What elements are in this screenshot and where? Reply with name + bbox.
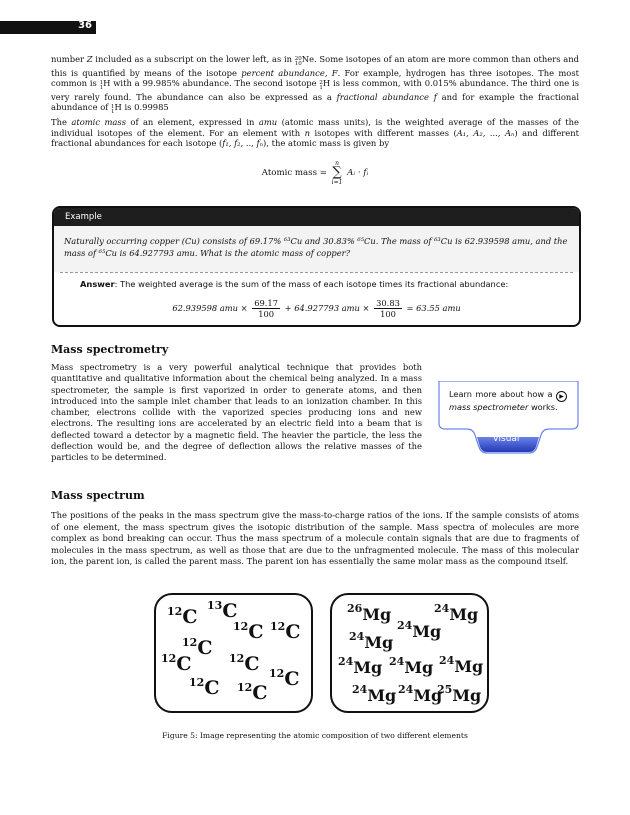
isotope-label: $^{12}$C xyxy=(269,667,300,690)
isotope-label: $^{25}$Mg xyxy=(437,683,482,705)
isotope-label: $^{24}$Mg xyxy=(434,602,479,624)
isotope-label: $^{24}$Mg xyxy=(439,654,484,676)
mass-spectrum-heading: Mass spectrum xyxy=(51,489,145,502)
example-box xyxy=(52,206,581,327)
mass-spectrometry-heading: Mass spectrometry xyxy=(51,343,169,356)
example-answer: Answer: The weighted average is the sum of the mass of each isotope times its fractional abundance: xyxy=(80,279,509,289)
magnesium-isotope-panel xyxy=(330,593,489,713)
isotope-label: $^{12}$C xyxy=(270,620,301,643)
intro-paragraph: number Z included as a subscript on the lower left, as in 20 10 Ne. Some isotopes of an atom are more common than others and this is quantified by means of the isotope percent abundance, F. For example, hydrogen has three isotopes. The most common is 1 1 H with a 99.985% abundance. The second isotope 2 1 H is less common, with 0.015% abundance. The third one is very rarely found. The abundance can also be expressed as a fractional abundance f and for example the fractional abundance of 1 1 H is 0.99985 xyxy=(51,54,579,116)
mass-spectrometry-text: Mass spectrometry is a very powerful analytical technique that provides both quantitative and qualitative information about the chemical being analyzed. In a mass spectrometer, the sample is first vaporized in order to generate atoms, and then introduced into the sample inlet chamber that leads to an ionization chamber. In this chamber, electrons collide with the vaporized species producing ions and new electrons. The resulting ions are accelerated by an electric field into a beam that is deflected toward a detector by a magnetic field. The heavier the particle, the less the deflection would be, and the degree of deflection allows the relative masses of the particles to be determined. xyxy=(51,362,422,463)
isotope-label: $^{24}$Mg xyxy=(398,683,443,705)
isotope-label: $^{26}$Mg xyxy=(347,602,392,624)
figure-caption: Figure 5: Image representing the atomic composition of two different elements xyxy=(162,731,468,740)
example-question: Naturally occurring copper (Cu) consists of 69.17% ⁶³Cu and 30.83% ⁶⁵Cu. The mass of ⁶³Cu is 62.939598 amu, and the mass of ⁶⁵Cu is 64.927793 amu. What is the atomic mass of copper? xyxy=(54,226,579,272)
carbon-isotope-panel xyxy=(154,593,313,713)
play-circle-icon[interactable]: ▶ xyxy=(556,391,567,402)
isotope-label: $^{12}$C xyxy=(237,681,268,704)
isotope-label: $^{24}$Mg xyxy=(389,655,434,677)
isotope-label: $^{12}$C xyxy=(189,676,220,699)
summation-icon: ∑ xyxy=(332,165,342,180)
example-header: Example xyxy=(54,208,579,226)
mass-spectrum-text: The positions of the peaks in the mass spectrum give the mass-to-charge ratios of the ions. If the sample consists of atoms of one element, the mass spectrum gives the isotopic distribution of the sample. Mass spectra of molecules are more complex as bond breaking can occur. Thus the mass spectrum of a molecule contain signals that are due to fragments of molecules in the mass spectrum, as well as those that are due to the unfragmented molecule. The mass of this molecular ion, the parent ion, is called the parent mass. The parent ion has essentially the same molar mass as the compound itself. xyxy=(51,510,579,567)
isotope-label: $^{12}$C xyxy=(182,636,213,659)
example-calculation: 62.939598 amu × $\frac{69.17}{100}$ + 64.927793 amu × $\frac{30.83}{100}$ = 63.55 amu xyxy=(172,298,461,319)
isotope-label: $^{12}$C xyxy=(229,652,260,675)
isotope-label: $^{12}$C xyxy=(233,620,264,643)
sidebox-text: Learn more about how a ▶ mass spectrometer works. xyxy=(449,389,567,413)
isotope-label: $^{12}$C xyxy=(161,652,192,675)
visual-button[interactable]: Visual xyxy=(492,434,520,444)
page-number: 36 xyxy=(78,20,92,31)
isotope-label: $^{24}$Mg xyxy=(397,619,442,641)
isotope-label: $^{24}$Mg xyxy=(349,630,394,652)
isotope-label: $^{24}$Mg xyxy=(352,683,397,705)
atomic-mass-paragraph: The atomic mass of an element, expressed in amu (atomic mass units), is the weighted average of the masses of the individual isotopes of the element. For an element with n isotopes with different masses (A₁, A₂, ..., Aₙ) and different fractional abundances for each isotope (f₁, f₂, .., fₙ), the atomic mass is given by xyxy=(51,117,580,149)
isotope-label: $^{12}$C xyxy=(167,605,198,628)
mass-spectrometer-link[interactable]: mass spectrometer xyxy=(449,402,529,412)
isotope-label: $^{24}$Mg xyxy=(338,655,383,677)
visual-sidebox xyxy=(437,381,580,456)
isotope-label: $^{13}$C xyxy=(207,599,238,622)
atomic-mass-formula: Atomic mass = n ∑ i=1 Aᵢ · fᵢ xyxy=(261,160,369,186)
